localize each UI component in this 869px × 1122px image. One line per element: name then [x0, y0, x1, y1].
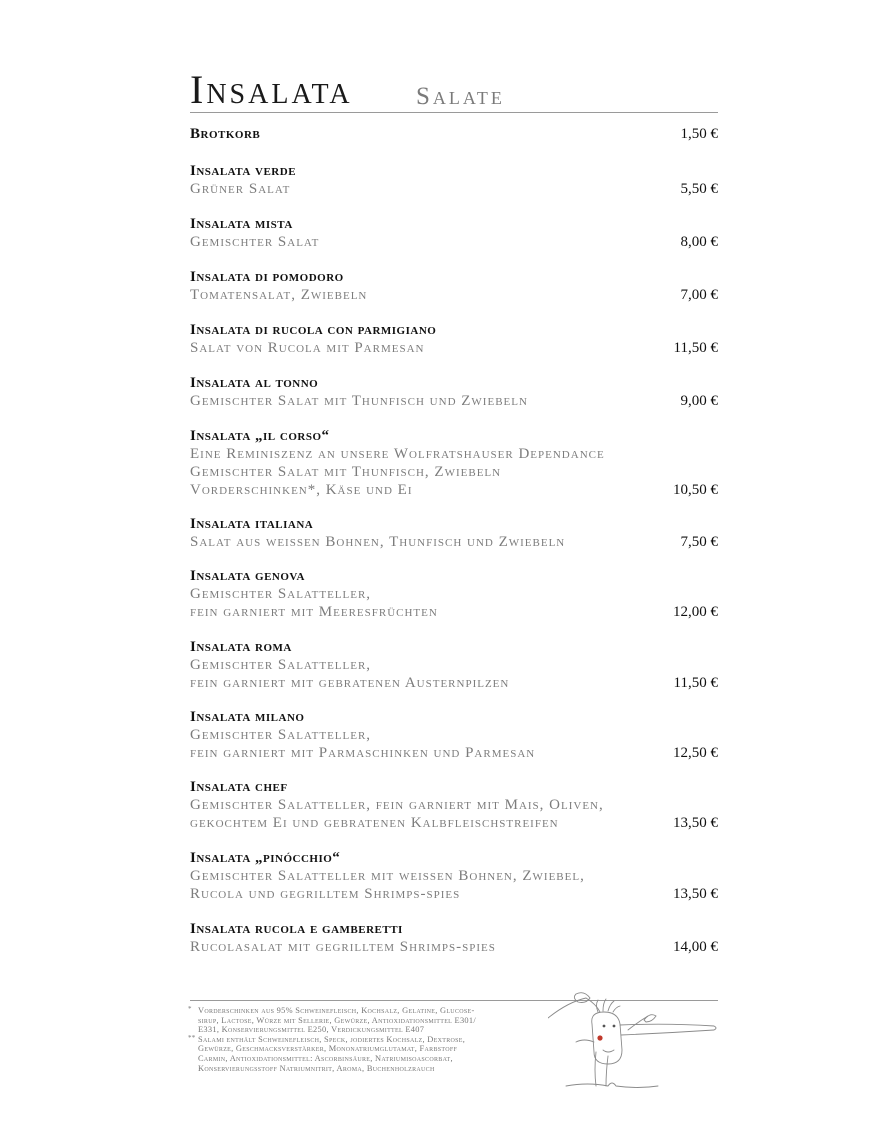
menu-item-price: 13,50 €	[673, 815, 718, 831]
footnote-line: Salami enthält Schweinefleisch, Speck, jodiertes Kochsalz, Dextrose,	[198, 1034, 466, 1044]
menu-item-name: Insalata italiana	[190, 516, 314, 532]
menu-item	[190, 374, 718, 410]
menu-item-price: 10,50 €	[673, 482, 718, 498]
menu-item-name: Insalata „pinócchio“	[190, 850, 341, 866]
menu-item-description: Gemischter Salat	[190, 234, 320, 250]
menu-item-price: 12,50 €	[673, 745, 718, 761]
footnote-line: sirup, Lactose, Würze mit Sellerie, Gewürze, Antioxidationsmittel E301/	[198, 1015, 477, 1025]
menu-item	[190, 849, 718, 903]
menu-item-description: fein garniert mit gebratenen Austernpilzen	[190, 675, 510, 691]
menu-item	[190, 162, 718, 198]
menu-item-name: Insalata al tonno	[190, 375, 319, 391]
footnote	[188, 1035, 568, 1073]
menu-item	[190, 427, 718, 499]
page-subtitle: Salate	[416, 83, 505, 110]
menu-item-price: 5,50 €	[680, 181, 718, 197]
menu-item	[190, 125, 718, 143]
page-title: Insalata	[190, 67, 353, 112]
menu-item-description: Gemischter Salat mit Thunfisch, Zwiebeln	[190, 464, 502, 480]
menu-item-name: Insalata di rucola con parmigiano	[190, 322, 437, 338]
menu-item-name: Insalata mista	[190, 216, 293, 232]
menu-item-name: Insalata genova	[190, 568, 305, 584]
menu-header	[190, 68, 718, 113]
menu-item-price: 9,00 €	[680, 393, 718, 409]
menu-item-name: Insalata di pomodoro	[190, 269, 344, 285]
menu-item	[190, 638, 718, 692]
menu-item-name: Insalata roma	[190, 639, 292, 655]
menu-item-description: Tomatensalat, Zwiebeln	[190, 287, 368, 303]
menu-item-price: 11,50 €	[673, 340, 718, 356]
menu-item-price: 8,00 €	[680, 234, 718, 250]
menu-item-name: Insalata verde	[190, 163, 297, 179]
menu-item-description: Grüner Salat	[190, 181, 291, 197]
menu-item-description: Vorderschinken*, Käse und Ei	[190, 482, 413, 498]
menu-item-name: Insalata rucola e gamberetti	[190, 921, 403, 937]
menu-item-description: Rucolasalat mit gegrilltem Shrimps-spies	[190, 939, 496, 955]
menu-item	[190, 321, 718, 357]
footnote-line: Vorderschinken aus 95% Schweinefleisch, Kochsalz, Gelatine, Glucose-	[198, 1006, 475, 1015]
menu-item	[190, 708, 718, 762]
pinocchio-doodle-icon	[548, 990, 720, 1090]
menu-item-price: 7,50 €	[680, 534, 718, 550]
menu-item-description: Gemischter Salatteller,	[190, 657, 372, 673]
menu-item-description: Rucola und gegrilltem Shrimps-spies	[190, 886, 461, 902]
menu-item	[190, 920, 718, 956]
footnote	[188, 1006, 568, 1035]
menu-item-description: gekochtem Ei und gebratenen Kalbfleischstreifen	[190, 815, 559, 831]
menu-item-price: 11,50 €	[673, 675, 718, 691]
menu-item-name: Insalata chef	[190, 779, 288, 795]
menu-item-description: Gemischter Salatteller,	[190, 586, 372, 602]
menu-item-description: Salat aus weissen Bohnen, Thunfisch und Zwiebeln	[190, 534, 566, 550]
menu-item-description: fein garniert mit Parmaschinken und Parmesan	[190, 745, 536, 761]
menu-item-price: 13,50 €	[673, 886, 718, 902]
menu-item	[190, 778, 718, 832]
menu-item-name: Insalata „il corso“	[190, 428, 330, 444]
menu-item-price: 14,00 €	[673, 939, 718, 955]
footnote-mark: **	[188, 1033, 196, 1042]
allergen-footnotes	[188, 1006, 568, 1073]
footnote-line: Carmin, Antioxidationsmittel: Ascorbinsäure, Natriumisoascorbat,	[198, 1053, 453, 1063]
menu-item-price: 12,00 €	[673, 604, 718, 620]
menu-item-description: Gemischter Salat mit Thunfisch und Zwiebeln	[190, 393, 528, 409]
footnote-line: Gewürze, Geschmacksverstärker, Mononatriumglutamat, Farbstoff	[198, 1044, 458, 1054]
menu-item-price: 7,00 €	[680, 287, 718, 303]
menu-item-name: Brotkorb	[190, 126, 261, 142]
footnote-line: Konservierungsstoff Natriumnitrit, Aroma, Buchenholzrauch	[198, 1063, 435, 1073]
footnote-line: E331, Konservierungsmittel E250, Verdickungsmittel E407	[198, 1025, 425, 1035]
menu-item-description: Eine Reminiszenz an unsere Wolfratshauser Dependance	[190, 446, 605, 462]
menu-item	[190, 515, 718, 551]
menu-item-name: Insalata milano	[190, 709, 305, 725]
menu-item	[190, 567, 718, 621]
menu-item-description: Gemischter Salatteller mit weissen Bohnen, Zwiebel,	[190, 868, 585, 884]
menu-item-description: fein garniert mit Meeresfrüchten	[190, 604, 438, 620]
menu-item	[190, 268, 718, 304]
menu-item-description: Salat von Rucola mit Parmesan	[190, 340, 425, 356]
menu-item-description: Gemischter Salatteller, fein garniert mit Mais, Oliven,	[190, 797, 604, 813]
menu-item-price: 1,50 €	[680, 126, 718, 142]
footnote-mark: *	[188, 1005, 192, 1013]
menu-item	[190, 215, 718, 251]
menu-item-description: Gemischter Salatteller,	[190, 727, 372, 743]
